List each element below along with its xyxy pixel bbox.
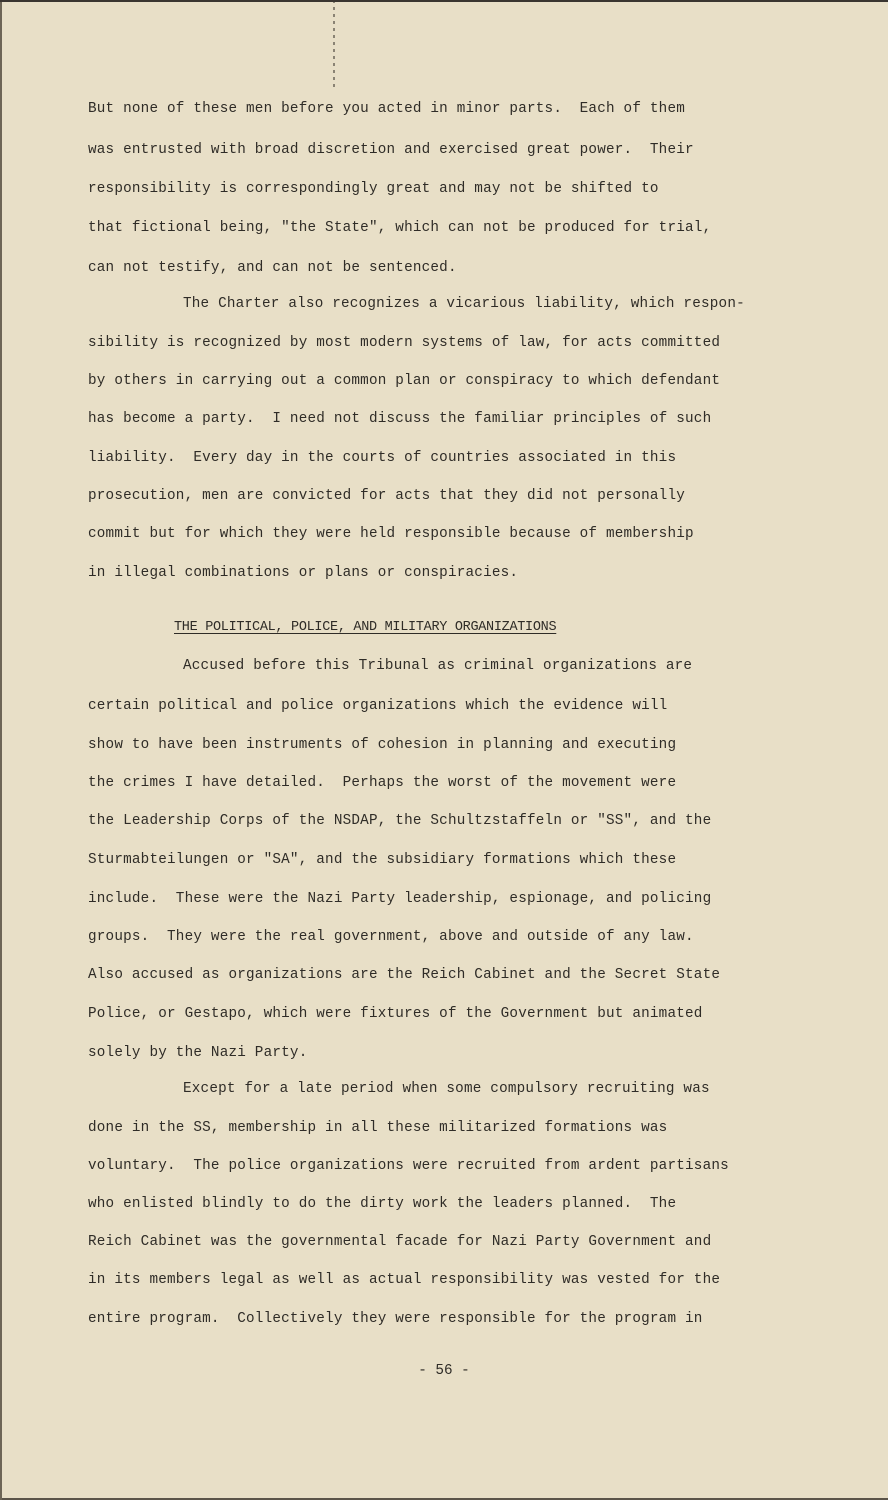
text-line: voluntary. The police organizations were recruited from ardent partisans	[88, 1158, 729, 1174]
text-line: show to have been instruments of cohesion in planning and executing	[88, 737, 677, 753]
text-line: Sturmabteilungen or "SA", and the subsidiary formations which these	[88, 852, 677, 868]
text-line: Also accused as organizations are the Reich Cabinet and the Secret State	[88, 967, 721, 983]
text-line: in illegal combinations or plans or conspiracies.	[88, 565, 519, 581]
text-line: But none of these men before you acted in minor parts. Each of them	[88, 101, 686, 117]
text-line: Except for a late period when some compulsory recruiting was	[183, 1081, 710, 1097]
section-heading: THE POLITICAL, POLICE, AND MILITARY ORGANIZATIONS	[174, 620, 557, 635]
text-line: Accused before this Tribunal as criminal organizations are	[183, 658, 693, 674]
text-line: has become a party. I need not discuss the familiar principles of such	[88, 411, 712, 427]
text-line: include. These were the Nazi Party leadership, espionage, and policing	[88, 891, 712, 907]
paper-crease	[333, 0, 335, 90]
text-line: was entrusted with broad discretion and exercised great power. Their	[88, 142, 694, 158]
text-line: done in the SS, membership in all these militarized formations was	[88, 1120, 668, 1136]
text-line: Reich Cabinet was the governmental facade for Nazi Party Government and	[88, 1234, 712, 1250]
page-number: - 56 -	[418, 1363, 470, 1379]
text-line: solely by the Nazi Party.	[88, 1045, 308, 1061]
text-line: the Leadership Corps of the NSDAP, the Schultzstaffeln or "SS", and the	[88, 813, 712, 829]
text-line: the crimes I have detailed. Perhaps the worst of the movement were	[88, 775, 677, 791]
text-line: Police, or Gestapo, which were fixtures of the Government but animated	[88, 1006, 703, 1022]
text-line: in its members legal as well as actual responsibility was vested for the	[88, 1272, 721, 1288]
text-line: commit but for which they were held responsible because of membership	[88, 526, 694, 542]
text-line: entire program. Collectively they were responsible for the program in	[88, 1311, 703, 1327]
text-line: sibility is recognized by most modern systems of law, for acts committed	[88, 335, 721, 351]
text-line: liability. Every day in the courts of countries associated in this	[88, 450, 677, 466]
text-line: that fictional being, "the State", which can not be produced for trial,	[88, 220, 712, 236]
text-line: responsibility is correspondingly great and may not be shifted to	[88, 181, 659, 197]
text-line: by others in carrying out a common plan or conspiracy to which defendant	[88, 373, 721, 389]
text-line: who enlisted blindly to do the dirty work the leaders planned. The	[88, 1196, 677, 1212]
text-line: prosecution, men are convicted for acts that they did not personally	[88, 488, 686, 504]
text-line: certain political and police organizations which the evidence will	[88, 698, 668, 714]
text-line: can not testify, and can not be sentenced.	[88, 260, 457, 276]
text-line: groups. They were the real government, above and outside of any law.	[88, 929, 694, 945]
text-line: The Charter also recognizes a vicarious liability, which respon-	[183, 296, 745, 312]
